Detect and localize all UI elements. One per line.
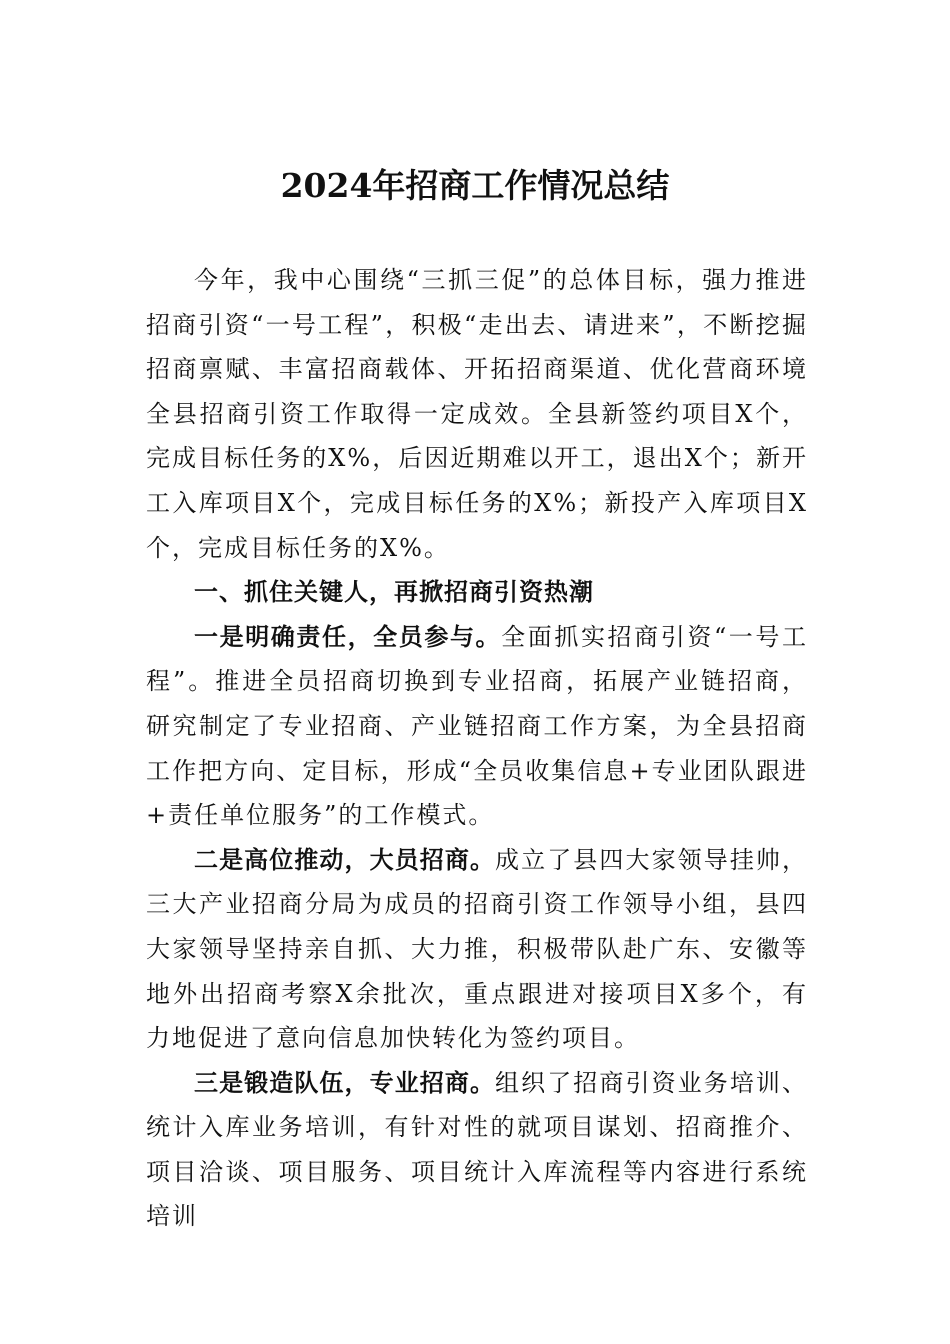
item-lead-1: 一是明确责任，全员参与。 bbox=[194, 622, 502, 651]
item-text-3: 组织了招商引资业务培训、统计入库业务培训，有针对性的就项目谋划、招商推介、项目洽谈、项目服务、项目统计入库流程等内容进行系统培训 bbox=[146, 1068, 809, 1231]
item-text-2: 成立了县四大家领导挂帅，三大产业招商分局为成员的招商引资工作领导小组，县四大家领导坚持亲自抓、大力推，积极带队赴广东、安徽等地外出招商考察X余批次，重点跟进对接项目X多个，有力地促进了意向信息加快转化为签约项目。 bbox=[146, 845, 809, 1053]
intro-paragraph: 今年，我中心围绕“三抓三促”的总体目标，强力推进招商引资“一号工程”，积极“走出去、请进来”，不断挖掘招商禀赋、丰富招商载体、开拓招商渠道、优化营商环境全县招商引资工作取得一定成效。全县新签约项目X个，完成目标任务的X%，后因近期难以开工，退出X个；新开工入库项目X个，完成目标任务的X%；新投产入库项目X个，完成目标任务的X%。 bbox=[146, 266, 808, 562]
document-title: 2024年招商工作情况总结 bbox=[280, 166, 670, 205]
item-text-1: 全面抓实招商引资“一号工程”。推进全员招商切换到专业招商，拓展产业链招商，研究制定了专业招商、产业链招商工作方案，为全县招商工作把方向、定目标，形成“全员收集信息+专业团队跟进+责任单位服务”的工作模式。 bbox=[146, 622, 809, 830]
item-lead-3: 三是锻造队伍，专业招商。 bbox=[194, 1068, 496, 1097]
document-body bbox=[146, 258, 808, 1239]
item-paragraph-2 bbox=[146, 838, 808, 1061]
item-paragraph-1 bbox=[146, 615, 808, 838]
section-heading-1: 一、抓住关键人，再掀招商引资热潮 bbox=[194, 578, 594, 607]
item-paragraph-3 bbox=[146, 1061, 808, 1239]
item-lead-2: 二是高位推动，大员招商。 bbox=[194, 845, 496, 874]
